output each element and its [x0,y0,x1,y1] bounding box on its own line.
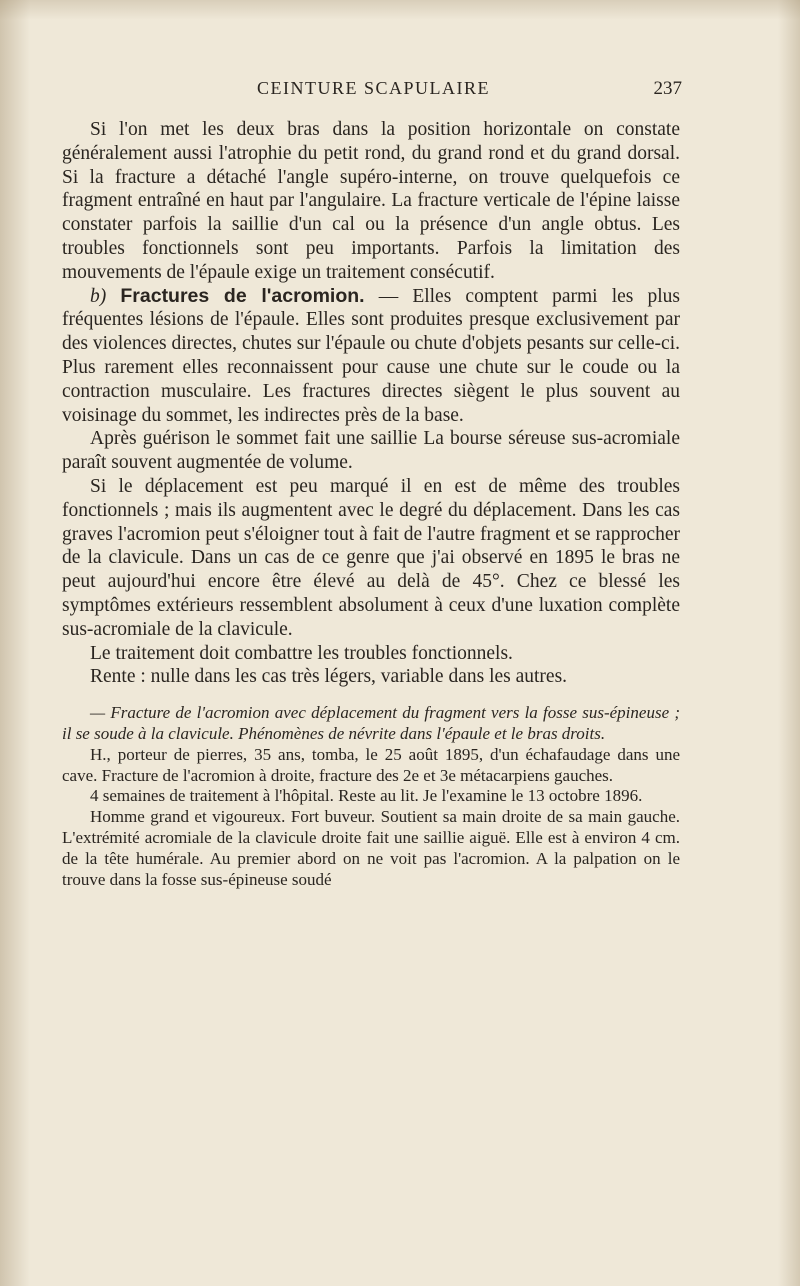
page-number: 237 [653,78,682,99]
section-heading: Fractures de l'acromion. [120,284,365,307]
section-letter: b) [90,285,107,307]
paragraph-3: Après guérison le sommet fait une saillie La bourse séreuse sus-acromiale paraît souvent augmentée de volume. [62,428,680,474]
main-text [62,118,680,689]
body-text [62,118,680,890]
case-paragraph-3: Homme grand et vigoureux. Fort buveur. Soutient sa main droite de sa main gauche. L'extrémité acromiale de la clavicule droite fait une saillie aiguë. Elle est à environ 4 cm. de la tête humérale. Au premier abord on ne voit pas l'acromion. A la palpation on le trouve dans la fosse sus-épineuse soudé [62,807,680,889]
paragraph-4: Si le déplacement est peu marqué il en est de même des troubles fonctionnels ; mais ils augmentent avec le degré du déplacement. Dans les cas graves l'acromion peut s'éloigner tout à fait de l'autre fragment et se rapprocher de la clavicule. Dans un cas de ce genre que j'ai observé en 1895 le bras ne peut aujourd'hui encore être élevé au delà de 45°. Chez ce blessé les symptômes extérieurs ressemblent absolument à ceux d'une luxation complète sus-acromiale de la clavicule. [62,475,680,640]
paragraph-2 [62,285,680,428]
case-report [62,703,680,890]
case-paragraph-2: 4 semaines de traitement à l'hôpital. Reste au lit. Je l'examine le 13 octobre 1896. [90,786,643,806]
paragraph-2-text: — Elles comptent parmi les plus fréquentes lésions de l'épaule. Elles sont produites presque exclusivement par des violences directes, chutes sur l'épaule ou chute d'objets pesants sur celle-ci. Plus rarement elles reconnaissent pour cause une chute sur le coude ou la contraction musculaire. Les fractures directes siègent le plus souvent au voisinage du sommet, les indirectes près de la base. [62,285,680,426]
paragraph-1: Si l'on met les deux bras dans la position horizontale on constate généralement aussi l'atrophie du petit rond, du grand rond et du grand dorsal. Si la fracture a détaché l'angle supéro-interne, on trouve quelquefois ce fragment entraîné en haut par l'angulaire. La fracture verticale de l'épine laisse constater parfois la saillie d'un cal ou la présence d'un angle obtus. Les troubles fonctionnels sont peu importants. Parfois la limitation des mouvements de l'épaule exige un traitement consécutif. [62,119,680,283]
running-title: CEINTURE SCAPULAIRE [257,78,491,98]
case-title: — Fracture de l'acromion avec déplacement du fragment vers la fosse sus-épineuse ; il se soude à la clavicule. Phénomènes de névrite dans l'épaule et le bras droits. [62,703,680,743]
paragraph-5: Le traitement doit combattre les troubles fonctionnels. [90,642,513,664]
case-paragraph-1: H., porteur de pierres, 35 ans, tomba, le 25 août 1895, d'un échafaudage dans une cave. Fracture de l'acromion à droite, fracture des 2e et 3e métacarpiens gauches. [62,744,680,785]
page-header [62,78,682,104]
paragraph-6: Rente : nulle dans les cas très légers, variable dans les autres. [90,666,568,688]
